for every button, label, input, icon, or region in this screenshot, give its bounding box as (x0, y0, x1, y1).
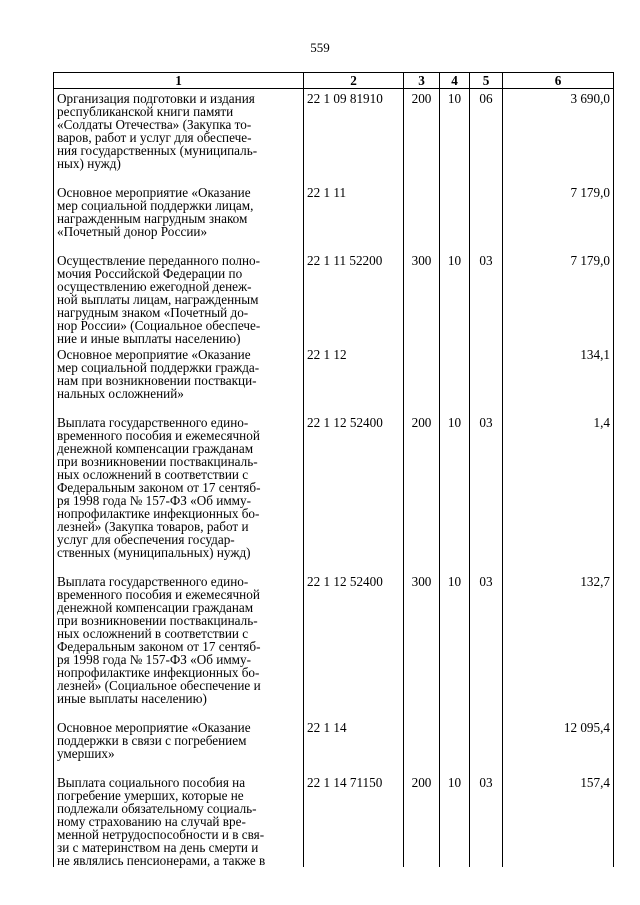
table-row (54, 413, 614, 572)
description-line: Федеральным законом от 17 сентяб- (57, 639, 261, 654)
description-line: нам при возникновении поствакци- (57, 373, 257, 388)
description-line: денежной компенсации гражданам (57, 441, 254, 456)
table-row (54, 251, 614, 345)
row-subsection (470, 345, 503, 413)
row-description (54, 413, 304, 572)
description-line: Выплата государственного едино- (57, 415, 249, 430)
row-expense-type: 300 (404, 251, 440, 345)
row-section: 10 (440, 89, 470, 184)
description-line: ря 1998 года № 157-ФЗ «Об имму- (57, 652, 252, 667)
row-subsection (470, 718, 503, 773)
description-line: мер социальной поддержки гражда- (57, 360, 260, 375)
row-description (54, 345, 304, 413)
description-line: ния государственных (муниципаль- (57, 143, 258, 158)
description-line: мер социальной поддержки лицам, (57, 198, 254, 213)
row-amount: 134,1 (503, 345, 614, 413)
row-code: 22 1 11 52200 (304, 251, 404, 345)
description-line: нор России» (Социальное обеспече- (57, 318, 261, 333)
description-line: Осуществление переданного полно- (57, 253, 261, 268)
row-description (54, 773, 304, 867)
description-line: услуг для обеспечения государ- (57, 532, 235, 547)
description-line: республиканской книги памяти (57, 104, 234, 119)
description-line: нальных осложнений» (57, 386, 184, 401)
description-line: осуществлению ежегодной денеж- (57, 279, 252, 294)
row-description (54, 251, 304, 345)
description-line: Основное мероприятие «Оказание (57, 720, 251, 735)
description-line: Организация подготовки и издания (57, 91, 255, 106)
row-expense-type (404, 183, 440, 251)
description-line: Основное мероприятие «Оказание (57, 185, 251, 200)
description-line: не являлись пенсионерами, а также в (57, 853, 266, 868)
description-line: иные выплаты населению) (57, 691, 207, 706)
row-code: 22 1 11 (304, 183, 404, 251)
description-line: ственных (муниципальных) нужд) (57, 545, 251, 560)
row-section (440, 718, 470, 773)
row-expense-type: 200 (404, 413, 440, 572)
row-code: 22 1 09 81910 (304, 89, 404, 184)
row-subsection: 03 (470, 773, 503, 867)
page-number: 559 (310, 40, 330, 55)
table-body (54, 89, 614, 868)
description-line: при возникновении поствакциналь- (57, 613, 258, 628)
description-line: нопрофилактике инфекционных бо- (57, 665, 260, 680)
row-description (54, 89, 304, 184)
row-expense-type: 200 (404, 773, 440, 867)
row-section: 10 (440, 773, 470, 867)
description-line: награжденным нагрудным знаком (57, 211, 248, 226)
row-amount: 7 179,0 (503, 183, 614, 251)
table-row (54, 89, 614, 184)
description-line: подлежали обязательному социаль- (57, 801, 257, 816)
table-row (54, 572, 614, 718)
description-line: погребение умерших, которые не (57, 788, 244, 803)
description-line: ние и иные выплаты населению) (57, 331, 241, 346)
row-amount: 12 095,4 (503, 718, 614, 773)
col-header-1: 1 (54, 73, 304, 89)
description-line: нопрофилактике инфекционных бо- (57, 506, 260, 521)
row-amount: 132,7 (503, 572, 614, 718)
row-amount: 7 179,0 (503, 251, 614, 345)
description-line: ной выплаты лицам, награжденным (57, 292, 259, 307)
row-section (440, 345, 470, 413)
table-header-row (54, 73, 614, 89)
description-line: Выплата социального пособия на (57, 775, 246, 790)
row-subsection (470, 183, 503, 251)
description-line: временного пособия и ежемесячной (57, 587, 260, 602)
description-line: умерших» (57, 746, 115, 761)
row-expense-type (404, 718, 440, 773)
row-subsection: 03 (470, 251, 503, 345)
row-code: 22 1 14 71150 (304, 773, 404, 867)
budget-table (53, 72, 614, 867)
row-subsection: 06 (470, 89, 503, 184)
row-expense-type: 300 (404, 572, 440, 718)
description-line: «Почетный донор России» (57, 224, 208, 239)
row-section (440, 183, 470, 251)
row-description (54, 183, 304, 251)
description-line: «Солдаты Отечества» (Закупка то- (57, 117, 252, 132)
description-line: лезней» (Социальное обеспечение и (57, 678, 261, 693)
description-line: Основное мероприятие «Оказание (57, 347, 251, 362)
description-line: ря 1998 года № 157-ФЗ «Об имму- (57, 493, 252, 508)
row-description (54, 718, 304, 773)
row-expense-type: 200 (404, 89, 440, 184)
table-row (54, 718, 614, 773)
description-line: зи с материнством на день смерти и (57, 840, 259, 855)
description-line: ному страхованию на случай вре- (57, 814, 246, 829)
row-code: 22 1 14 (304, 718, 404, 773)
col-header-3: 3 (404, 73, 440, 89)
description-line: варов, работ и услуг для обеспече- (57, 130, 252, 145)
description-line: денежной компенсации гражданам (57, 600, 254, 615)
col-header-6: 6 (503, 73, 614, 89)
description-line: Федеральным законом от 17 сентяб- (57, 480, 261, 495)
row-section: 10 (440, 572, 470, 718)
col-header-2: 2 (304, 73, 404, 89)
description-line: нагрудным знаком «Почетный до- (57, 305, 249, 320)
description-line: при возникновении поствакциналь- (57, 454, 258, 469)
row-amount: 1,4 (503, 413, 614, 572)
row-description (54, 572, 304, 718)
row-section: 10 (440, 413, 470, 572)
row-code: 22 1 12 52400 (304, 572, 404, 718)
row-code: 22 1 12 52400 (304, 413, 404, 572)
description-line: поддержки в связи с погребением (57, 733, 247, 748)
description-line: мочия Российской Федерации по (57, 266, 243, 281)
col-header-5: 5 (470, 73, 503, 89)
table-row (54, 183, 614, 251)
row-section: 10 (440, 251, 470, 345)
row-amount: 3 690,0 (503, 89, 614, 184)
row-amount: 157,4 (503, 773, 614, 867)
col-header-4: 4 (440, 73, 470, 89)
description-line: временного пособия и ежемесячной (57, 428, 260, 443)
description-line: Выплата государственного едино- (57, 574, 249, 589)
table-row (54, 345, 614, 413)
description-line: ных) нужд) (57, 156, 121, 171)
description-line: ных осложнений в соответствии с (57, 467, 249, 482)
row-code: 22 1 12 (304, 345, 404, 413)
description-line: ных осложнений в соответствии с (57, 626, 249, 641)
table-row (54, 773, 614, 867)
row-expense-type (404, 345, 440, 413)
row-subsection: 03 (470, 413, 503, 572)
description-line: менной нетрудоспособности и в свя- (57, 827, 265, 842)
row-subsection: 03 (470, 572, 503, 718)
description-line: лезней» (Закупка товаров, работ и (57, 519, 249, 534)
